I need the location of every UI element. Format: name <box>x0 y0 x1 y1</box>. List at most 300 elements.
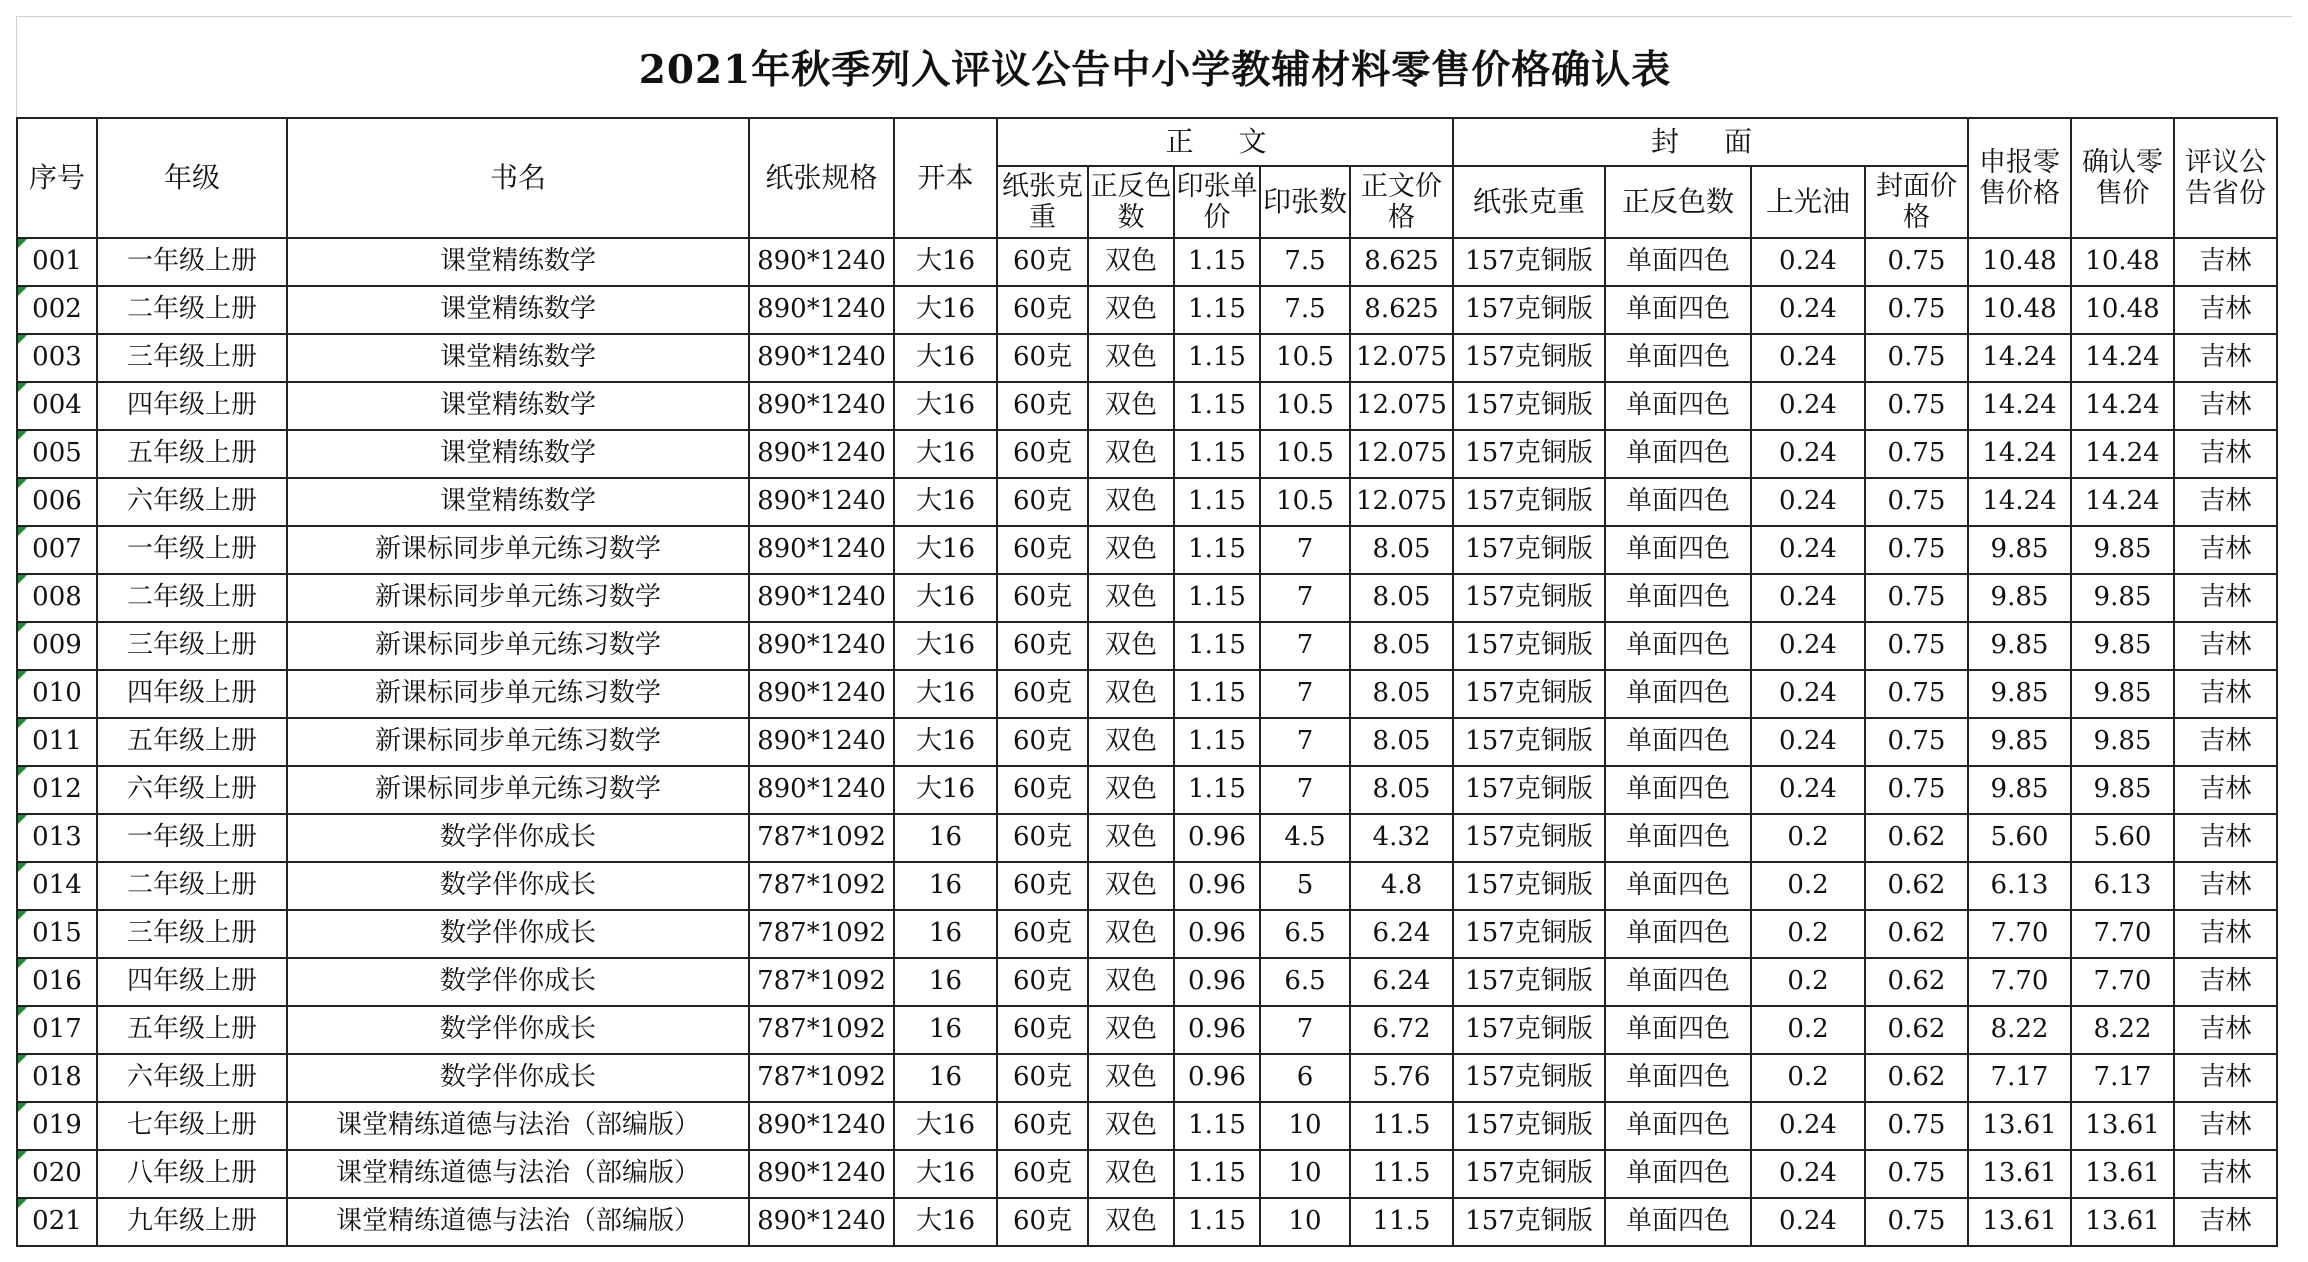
cover-paper-weight-cell[interactable]: 157克铜版 <box>1453 238 1605 286</box>
body-color-cell[interactable]: 双色 <box>1088 430 1174 478</box>
body-sheets-cell[interactable]: 10.5 <box>1260 430 1350 478</box>
cover-gloss-cell[interactable]: 0.24 <box>1751 670 1865 718</box>
cover-price-cell[interactable]: 0.62 <box>1865 1006 1968 1054</box>
body-sheets-cell[interactable]: 7 <box>1260 526 1350 574</box>
declared-price-cell[interactable]: 9.85 <box>1968 718 2071 766</box>
grade-cell[interactable]: 五年级上册 <box>97 430 287 478</box>
format-cell[interactable]: 大16 <box>894 238 997 286</box>
seq-cell[interactable]: 018 <box>17 1054 97 1102</box>
cover-gloss-cell[interactable]: 0.2 <box>1751 1006 1865 1054</box>
body-sheets-cell[interactable]: 4.5 <box>1260 814 1350 862</box>
confirmed-price-cell[interactable]: 7.17 <box>2071 1054 2174 1102</box>
grade-cell[interactable]: 三年级上册 <box>97 334 287 382</box>
cover-color-cell[interactable]: 单面四色 <box>1605 334 1751 382</box>
body-color-cell[interactable]: 双色 <box>1088 670 1174 718</box>
cover-gloss-cell[interactable]: 0.24 <box>1751 766 1865 814</box>
body-sheets-cell[interactable]: 10 <box>1260 1102 1350 1150</box>
cover-paper-weight-cell[interactable]: 157克铜版 <box>1453 1150 1605 1198</box>
body-price-cell[interactable]: 11.5 <box>1350 1198 1453 1246</box>
body-unit-price-cell[interactable]: 1.15 <box>1174 478 1260 526</box>
body-paper-weight-cell[interactable]: 60克 <box>997 574 1088 622</box>
province-cell[interactable]: 吉林 <box>2174 622 2277 670</box>
body-price-cell[interactable]: 8.05 <box>1350 574 1453 622</box>
seq-cell[interactable]: 011 <box>17 718 97 766</box>
cover-gloss-cell[interactable]: 0.2 <box>1751 910 1865 958</box>
cover-price-cell[interactable]: 0.62 <box>1865 862 1968 910</box>
cover-price-cell[interactable]: 0.75 <box>1865 382 1968 430</box>
confirmed-price-cell[interactable]: 9.85 <box>2071 574 2174 622</box>
cover-gloss-cell[interactable]: 0.24 <box>1751 382 1865 430</box>
body-color-cell[interactable]: 双色 <box>1088 334 1174 382</box>
declared-price-cell[interactable]: 6.13 <box>1968 862 2071 910</box>
cover-color-cell[interactable]: 单面四色 <box>1605 814 1751 862</box>
cover-paper-weight-cell[interactable]: 157克铜版 <box>1453 478 1605 526</box>
body-sheets-cell[interactable]: 5 <box>1260 862 1350 910</box>
body-paper-weight-cell[interactable]: 60克 <box>997 1102 1088 1150</box>
grade-cell[interactable]: 六年级上册 <box>97 766 287 814</box>
body-paper-weight-cell[interactable]: 60克 <box>997 1198 1088 1246</box>
cover-color-cell[interactable]: 单面四色 <box>1605 862 1751 910</box>
body-paper-weight-cell[interactable]: 60克 <box>997 430 1088 478</box>
declared-price-cell[interactable]: 7.70 <box>1968 958 2071 1006</box>
paper-spec-cell[interactable]: 890*1240 <box>749 574 894 622</box>
declared-price-cell[interactable]: 13.61 <box>1968 1198 2071 1246</box>
format-cell[interactable]: 16 <box>894 910 997 958</box>
body-paper-weight-cell[interactable]: 60克 <box>997 382 1088 430</box>
format-cell[interactable]: 16 <box>894 814 997 862</box>
declared-price-cell[interactable]: 10.48 <box>1968 286 2071 334</box>
book-cell[interactable]: 数学伴你成长 <box>287 814 749 862</box>
grade-cell[interactable]: 四年级上册 <box>97 958 287 1006</box>
paper-spec-cell[interactable]: 890*1240 <box>749 1102 894 1150</box>
confirmed-price-cell[interactable]: 13.61 <box>2071 1150 2174 1198</box>
body-paper-weight-cell[interactable]: 60克 <box>997 1054 1088 1102</box>
declared-price-cell[interactable]: 13.61 <box>1968 1102 2071 1150</box>
paper-spec-cell[interactable]: 890*1240 <box>749 430 894 478</box>
seq-cell[interactable]: 005 <box>17 430 97 478</box>
format-cell[interactable]: 大16 <box>894 1102 997 1150</box>
body-color-cell[interactable]: 双色 <box>1088 766 1174 814</box>
confirmed-price-cell[interactable]: 5.60 <box>2071 814 2174 862</box>
grade-cell[interactable]: 五年级上册 <box>97 718 287 766</box>
paper-spec-cell[interactable]: 890*1240 <box>749 1198 894 1246</box>
grade-cell[interactable]: 五年级上册 <box>97 1006 287 1054</box>
book-cell[interactable]: 数学伴你成长 <box>287 862 749 910</box>
grade-cell[interactable]: 三年级上册 <box>97 622 287 670</box>
cover-color-cell[interactable]: 单面四色 <box>1605 958 1751 1006</box>
confirmed-price-cell[interactable]: 7.70 <box>2071 910 2174 958</box>
paper-spec-cell[interactable]: 787*1092 <box>749 1006 894 1054</box>
cover-price-cell[interactable]: 0.75 <box>1865 478 1968 526</box>
grade-cell[interactable]: 六年级上册 <box>97 1054 287 1102</box>
body-unit-price-cell[interactable]: 1.15 <box>1174 286 1260 334</box>
grade-cell[interactable]: 一年级上册 <box>97 238 287 286</box>
paper-spec-cell[interactable]: 890*1240 <box>749 382 894 430</box>
body-unit-price-cell[interactable]: 1.15 <box>1174 334 1260 382</box>
paper-spec-cell[interactable]: 890*1240 <box>749 334 894 382</box>
body-price-cell[interactable]: 6.24 <box>1350 958 1453 1006</box>
body-price-cell[interactable]: 11.5 <box>1350 1150 1453 1198</box>
paper-spec-cell[interactable]: 890*1240 <box>749 238 894 286</box>
paper-spec-cell[interactable]: 890*1240 <box>749 670 894 718</box>
cover-color-cell[interactable]: 单面四色 <box>1605 622 1751 670</box>
seq-cell[interactable]: 009 <box>17 622 97 670</box>
cover-price-cell[interactable]: 0.75 <box>1865 1198 1968 1246</box>
body-paper-weight-cell[interactable]: 60克 <box>997 814 1088 862</box>
cover-paper-weight-cell[interactable]: 157克铜版 <box>1453 574 1605 622</box>
body-color-cell[interactable]: 双色 <box>1088 718 1174 766</box>
format-cell[interactable]: 大16 <box>894 286 997 334</box>
body-paper-weight-cell[interactable]: 60克 <box>997 1006 1088 1054</box>
cover-color-cell[interactable]: 单面四色 <box>1605 574 1751 622</box>
body-sheets-cell[interactable]: 10 <box>1260 1198 1350 1246</box>
body-paper-weight-cell[interactable]: 60克 <box>997 622 1088 670</box>
body-sheets-cell[interactable]: 7 <box>1260 670 1350 718</box>
body-color-cell[interactable]: 双色 <box>1088 910 1174 958</box>
declared-price-cell[interactable]: 13.61 <box>1968 1150 2071 1198</box>
book-cell[interactable]: 课堂精练数学 <box>287 238 749 286</box>
body-price-cell[interactable]: 12.075 <box>1350 478 1453 526</box>
body-paper-weight-cell[interactable]: 60克 <box>997 910 1088 958</box>
body-unit-price-cell[interactable]: 1.15 <box>1174 574 1260 622</box>
cover-price-cell[interactable]: 0.75 <box>1865 718 1968 766</box>
cover-paper-weight-cell[interactable]: 157克铜版 <box>1453 766 1605 814</box>
grade-cell[interactable]: 七年级上册 <box>97 1102 287 1150</box>
cover-price-cell[interactable]: 0.75 <box>1865 1150 1968 1198</box>
body-price-cell[interactable]: 8.05 <box>1350 766 1453 814</box>
body-sheets-cell[interactable]: 6.5 <box>1260 958 1350 1006</box>
declared-price-cell[interactable]: 10.48 <box>1968 238 2071 286</box>
body-price-cell[interactable]: 8.625 <box>1350 286 1453 334</box>
cover-gloss-cell[interactable]: 0.24 <box>1751 1198 1865 1246</box>
cover-paper-weight-cell[interactable]: 157克铜版 <box>1453 382 1605 430</box>
seq-cell[interactable]: 021 <box>17 1198 97 1246</box>
seq-cell[interactable]: 020 <box>17 1150 97 1198</box>
confirmed-price-cell[interactable]: 9.85 <box>2071 718 2174 766</box>
body-paper-weight-cell[interactable]: 60克 <box>997 334 1088 382</box>
paper-spec-cell[interactable]: 890*1240 <box>749 622 894 670</box>
body-paper-weight-cell[interactable]: 60克 <box>997 862 1088 910</box>
body-sheets-cell[interactable]: 7.5 <box>1260 238 1350 286</box>
cover-gloss-cell[interactable]: 0.24 <box>1751 622 1865 670</box>
confirmed-price-cell[interactable]: 9.85 <box>2071 766 2174 814</box>
body-unit-price-cell[interactable]: 0.96 <box>1174 862 1260 910</box>
paper-spec-cell[interactable]: 890*1240 <box>749 718 894 766</box>
province-cell[interactable]: 吉林 <box>2174 1054 2277 1102</box>
grade-cell[interactable]: 一年级上册 <box>97 814 287 862</box>
seq-cell[interactable]: 012 <box>17 766 97 814</box>
province-cell[interactable]: 吉林 <box>2174 478 2277 526</box>
book-cell[interactable]: 数学伴你成长 <box>287 910 749 958</box>
body-color-cell[interactable]: 双色 <box>1088 382 1174 430</box>
declared-price-cell[interactable]: 9.85 <box>1968 622 2071 670</box>
grade-cell[interactable]: 三年级上册 <box>97 910 287 958</box>
body-sheets-cell[interactable]: 6 <box>1260 1054 1350 1102</box>
cover-paper-weight-cell[interactable]: 157克铜版 <box>1453 670 1605 718</box>
cover-paper-weight-cell[interactable]: 157克铜版 <box>1453 958 1605 1006</box>
body-paper-weight-cell[interactable]: 60克 <box>997 286 1088 334</box>
confirmed-price-cell[interactable]: 14.24 <box>2071 478 2174 526</box>
body-paper-weight-cell[interactable]: 60克 <box>997 766 1088 814</box>
confirmed-price-cell[interactable]: 14.24 <box>2071 382 2174 430</box>
body-paper-weight-cell[interactable]: 60克 <box>997 718 1088 766</box>
province-cell[interactable]: 吉林 <box>2174 766 2277 814</box>
body-price-cell[interactable]: 8.05 <box>1350 670 1453 718</box>
confirmed-price-cell[interactable]: 14.24 <box>2071 430 2174 478</box>
cover-paper-weight-cell[interactable]: 157克铜版 <box>1453 1198 1605 1246</box>
format-cell[interactable]: 大16 <box>894 766 997 814</box>
body-price-cell[interactable]: 6.72 <box>1350 1006 1453 1054</box>
body-price-cell[interactable]: 4.8 <box>1350 862 1453 910</box>
body-price-cell[interactable]: 8.05 <box>1350 526 1453 574</box>
paper-spec-cell[interactable]: 890*1240 <box>749 526 894 574</box>
cover-color-cell[interactable]: 单面四色 <box>1605 766 1751 814</box>
format-cell[interactable]: 大16 <box>894 478 997 526</box>
body-price-cell[interactable]: 6.24 <box>1350 910 1453 958</box>
body-price-cell[interactable]: 12.075 <box>1350 334 1453 382</box>
body-sheets-cell[interactable]: 7 <box>1260 574 1350 622</box>
body-unit-price-cell[interactable]: 1.15 <box>1174 430 1260 478</box>
body-price-cell[interactable]: 8.05 <box>1350 718 1453 766</box>
body-unit-price-cell[interactable]: 1.15 <box>1174 238 1260 286</box>
format-cell[interactable]: 大16 <box>894 334 997 382</box>
province-cell[interactable]: 吉林 <box>2174 1198 2277 1246</box>
declared-price-cell[interactable]: 14.24 <box>1968 334 2071 382</box>
cover-price-cell[interactable]: 0.75 <box>1865 286 1968 334</box>
cover-paper-weight-cell[interactable]: 157克铜版 <box>1453 862 1605 910</box>
body-sheets-cell[interactable]: 7 <box>1260 622 1350 670</box>
cover-price-cell[interactable]: 0.62 <box>1865 814 1968 862</box>
format-cell[interactable]: 16 <box>894 1006 997 1054</box>
cover-gloss-cell[interactable]: 0.24 <box>1751 430 1865 478</box>
body-sheets-cell[interactable]: 10.5 <box>1260 382 1350 430</box>
cover-gloss-cell[interactable]: 0.24 <box>1751 526 1865 574</box>
cover-paper-weight-cell[interactable]: 157克铜版 <box>1453 286 1605 334</box>
province-cell[interactable]: 吉林 <box>2174 958 2277 1006</box>
grade-cell[interactable]: 八年级上册 <box>97 1150 287 1198</box>
body-color-cell[interactable]: 双色 <box>1088 286 1174 334</box>
body-unit-price-cell[interactable]: 1.15 <box>1174 670 1260 718</box>
cover-color-cell[interactable]: 单面四色 <box>1605 238 1751 286</box>
body-unit-price-cell[interactable]: 1.15 <box>1174 526 1260 574</box>
province-cell[interactable]: 吉林 <box>2174 334 2277 382</box>
cover-color-cell[interactable]: 单面四色 <box>1605 1102 1751 1150</box>
declared-price-cell[interactable]: 14.24 <box>1968 430 2071 478</box>
format-cell[interactable]: 大16 <box>894 430 997 478</box>
confirmed-price-cell[interactable]: 9.85 <box>2071 526 2174 574</box>
declared-price-cell[interactable]: 7.17 <box>1968 1054 2071 1102</box>
body-color-cell[interactable]: 双色 <box>1088 1054 1174 1102</box>
seq-cell[interactable]: 008 <box>17 574 97 622</box>
book-cell[interactable]: 数学伴你成长 <box>287 1054 749 1102</box>
cover-price-cell[interactable]: 0.75 <box>1865 622 1968 670</box>
province-cell[interactable]: 吉林 <box>2174 382 2277 430</box>
cover-gloss-cell[interactable]: 0.24 <box>1751 718 1865 766</box>
body-price-cell[interactable]: 4.32 <box>1350 814 1453 862</box>
body-unit-price-cell[interactable]: 1.15 <box>1174 622 1260 670</box>
cover-paper-weight-cell[interactable]: 157克铜版 <box>1453 1054 1605 1102</box>
format-cell[interactable]: 大16 <box>894 1198 997 1246</box>
cover-color-cell[interactable]: 单面四色 <box>1605 1006 1751 1054</box>
body-price-cell[interactable]: 12.075 <box>1350 382 1453 430</box>
cover-gloss-cell[interactable]: 0.24 <box>1751 1150 1865 1198</box>
body-color-cell[interactable]: 双色 <box>1088 1006 1174 1054</box>
province-cell[interactable]: 吉林 <box>2174 1150 2277 1198</box>
book-cell[interactable]: 新课标同步单元练习数学 <box>287 670 749 718</box>
cover-color-cell[interactable]: 单面四色 <box>1605 1198 1751 1246</box>
confirmed-price-cell[interactable]: 10.48 <box>2071 238 2174 286</box>
confirmed-price-cell[interactable]: 13.61 <box>2071 1198 2174 1246</box>
declared-price-cell[interactable]: 14.24 <box>1968 382 2071 430</box>
book-cell[interactable]: 数学伴你成长 <box>287 958 749 1006</box>
province-cell[interactable]: 吉林 <box>2174 910 2277 958</box>
cover-paper-weight-cell[interactable]: 157克铜版 <box>1453 1102 1605 1150</box>
cover-gloss-cell[interactable]: 0.2 <box>1751 814 1865 862</box>
seq-cell[interactable]: 016 <box>17 958 97 1006</box>
cover-color-cell[interactable]: 单面四色 <box>1605 718 1751 766</box>
seq-cell[interactable]: 003 <box>17 334 97 382</box>
paper-spec-cell[interactable]: 890*1240 <box>749 478 894 526</box>
body-color-cell[interactable]: 双色 <box>1088 622 1174 670</box>
format-cell[interactable]: 大16 <box>894 670 997 718</box>
cover-color-cell[interactable]: 单面四色 <box>1605 382 1751 430</box>
province-cell[interactable]: 吉林 <box>2174 286 2277 334</box>
paper-spec-cell[interactable]: 787*1092 <box>749 862 894 910</box>
declared-price-cell[interactable]: 9.85 <box>1968 526 2071 574</box>
province-cell[interactable]: 吉林 <box>2174 238 2277 286</box>
body-unit-price-cell[interactable]: 1.15 <box>1174 718 1260 766</box>
seq-cell[interactable]: 004 <box>17 382 97 430</box>
grade-cell[interactable]: 一年级上册 <box>97 526 287 574</box>
body-color-cell[interactable]: 双色 <box>1088 814 1174 862</box>
body-unit-price-cell[interactable]: 1.15 <box>1174 766 1260 814</box>
confirmed-price-cell[interactable]: 14.24 <box>2071 334 2174 382</box>
grade-cell[interactable]: 四年级上册 <box>97 670 287 718</box>
format-cell[interactable]: 16 <box>894 862 997 910</box>
body-sheets-cell[interactable]: 10.5 <box>1260 478 1350 526</box>
grade-cell[interactable]: 九年级上册 <box>97 1198 287 1246</box>
book-cell[interactable]: 新课标同步单元练习数学 <box>287 718 749 766</box>
seq-cell[interactable]: 006 <box>17 478 97 526</box>
cover-price-cell[interactable]: 0.75 <box>1865 766 1968 814</box>
book-cell[interactable]: 课堂精练数学 <box>287 334 749 382</box>
book-cell[interactable]: 新课标同步单元练习数学 <box>287 622 749 670</box>
body-color-cell[interactable]: 双色 <box>1088 574 1174 622</box>
cover-gloss-cell[interactable]: 0.24 <box>1751 1102 1865 1150</box>
cover-price-cell[interactable]: 0.62 <box>1865 958 1968 1006</box>
province-cell[interactable]: 吉林 <box>2174 670 2277 718</box>
province-cell[interactable]: 吉林 <box>2174 1102 2277 1150</box>
body-paper-weight-cell[interactable]: 60克 <box>997 958 1088 1006</box>
confirmed-price-cell[interactable]: 13.61 <box>2071 1102 2174 1150</box>
confirmed-price-cell[interactable]: 9.85 <box>2071 670 2174 718</box>
body-color-cell[interactable]: 双色 <box>1088 1150 1174 1198</box>
format-cell[interactable]: 大16 <box>894 622 997 670</box>
body-unit-price-cell[interactable]: 0.96 <box>1174 910 1260 958</box>
province-cell[interactable]: 吉林 <box>2174 718 2277 766</box>
cover-paper-weight-cell[interactable]: 157克铜版 <box>1453 430 1605 478</box>
book-cell[interactable]: 课堂精练数学 <box>287 430 749 478</box>
format-cell[interactable]: 大16 <box>894 526 997 574</box>
cover-color-cell[interactable]: 单面四色 <box>1605 1150 1751 1198</box>
confirmed-price-cell[interactable]: 9.85 <box>2071 622 2174 670</box>
book-cell[interactable]: 课堂精练道德与法治（部编版） <box>287 1198 749 1246</box>
body-color-cell[interactable]: 双色 <box>1088 478 1174 526</box>
cover-price-cell[interactable]: 0.75 <box>1865 430 1968 478</box>
province-cell[interactable]: 吉林 <box>2174 814 2277 862</box>
format-cell[interactable]: 16 <box>894 958 997 1006</box>
body-paper-weight-cell[interactable]: 60克 <box>997 526 1088 574</box>
body-sheets-cell[interactable]: 10 <box>1260 1150 1350 1198</box>
grade-cell[interactable]: 四年级上册 <box>97 382 287 430</box>
paper-spec-cell[interactable]: 890*1240 <box>749 286 894 334</box>
body-color-cell[interactable]: 双色 <box>1088 862 1174 910</box>
grade-cell[interactable]: 二年级上册 <box>97 574 287 622</box>
seq-cell[interactable]: 001 <box>17 238 97 286</box>
book-cell[interactable]: 新课标同步单元练习数学 <box>287 766 749 814</box>
body-sheets-cell[interactable]: 7.5 <box>1260 286 1350 334</box>
province-cell[interactable]: 吉林 <box>2174 1006 2277 1054</box>
seq-cell[interactable]: 002 <box>17 286 97 334</box>
paper-spec-cell[interactable]: 787*1092 <box>749 814 894 862</box>
body-price-cell[interactable]: 5.76 <box>1350 1054 1453 1102</box>
cover-paper-weight-cell[interactable]: 157克铜版 <box>1453 622 1605 670</box>
grade-cell[interactable]: 二年级上册 <box>97 862 287 910</box>
format-cell[interactable]: 大16 <box>894 718 997 766</box>
declared-price-cell[interactable]: 9.85 <box>1968 574 2071 622</box>
cover-price-cell[interactable]: 0.75 <box>1865 526 1968 574</box>
cover-price-cell[interactable]: 0.62 <box>1865 1054 1968 1102</box>
cover-paper-weight-cell[interactable]: 157克铜版 <box>1453 718 1605 766</box>
cover-color-cell[interactable]: 单面四色 <box>1605 526 1751 574</box>
format-cell[interactable]: 大16 <box>894 382 997 430</box>
cover-color-cell[interactable]: 单面四色 <box>1605 286 1751 334</box>
seq-cell[interactable]: 017 <box>17 1006 97 1054</box>
cover-paper-weight-cell[interactable]: 157克铜版 <box>1453 910 1605 958</box>
body-color-cell[interactable]: 双色 <box>1088 238 1174 286</box>
cover-color-cell[interactable]: 单面四色 <box>1605 430 1751 478</box>
grade-cell[interactable]: 六年级上册 <box>97 478 287 526</box>
body-color-cell[interactable]: 双色 <box>1088 526 1174 574</box>
body-color-cell[interactable]: 双色 <box>1088 1102 1174 1150</box>
cover-gloss-cell[interactable]: 0.2 <box>1751 862 1865 910</box>
confirmed-price-cell[interactable]: 8.22 <box>2071 1006 2174 1054</box>
confirmed-price-cell[interactable]: 10.48 <box>2071 286 2174 334</box>
body-color-cell[interactable]: 双色 <box>1088 1198 1174 1246</box>
book-cell[interactable]: 课堂精练道德与法治（部编版） <box>287 1102 749 1150</box>
province-cell[interactable]: 吉林 <box>2174 430 2277 478</box>
body-paper-weight-cell[interactable]: 60克 <box>997 478 1088 526</box>
book-cell[interactable]: 课堂精练数学 <box>287 478 749 526</box>
seq-cell[interactable]: 014 <box>17 862 97 910</box>
cover-color-cell[interactable]: 单面四色 <box>1605 478 1751 526</box>
format-cell[interactable]: 大16 <box>894 574 997 622</box>
body-unit-price-cell[interactable]: 0.96 <box>1174 958 1260 1006</box>
paper-spec-cell[interactable]: 787*1092 <box>749 1054 894 1102</box>
paper-spec-cell[interactable]: 890*1240 <box>749 766 894 814</box>
cover-price-cell[interactable]: 0.62 <box>1865 910 1968 958</box>
declared-price-cell[interactable]: 8.22 <box>1968 1006 2071 1054</box>
cover-gloss-cell[interactable]: 0.24 <box>1751 574 1865 622</box>
book-cell[interactable]: 课堂精练道德与法治（部编版） <box>287 1150 749 1198</box>
body-unit-price-cell[interactable]: 0.96 <box>1174 814 1260 862</box>
cover-paper-weight-cell[interactable]: 157克铜版 <box>1453 1006 1605 1054</box>
province-cell[interactable]: 吉林 <box>2174 526 2277 574</box>
body-paper-weight-cell[interactable]: 60克 <box>997 1150 1088 1198</box>
body-sheets-cell[interactable]: 10.5 <box>1260 334 1350 382</box>
body-sheets-cell[interactable]: 7 <box>1260 718 1350 766</box>
seq-cell[interactable]: 013 <box>17 814 97 862</box>
